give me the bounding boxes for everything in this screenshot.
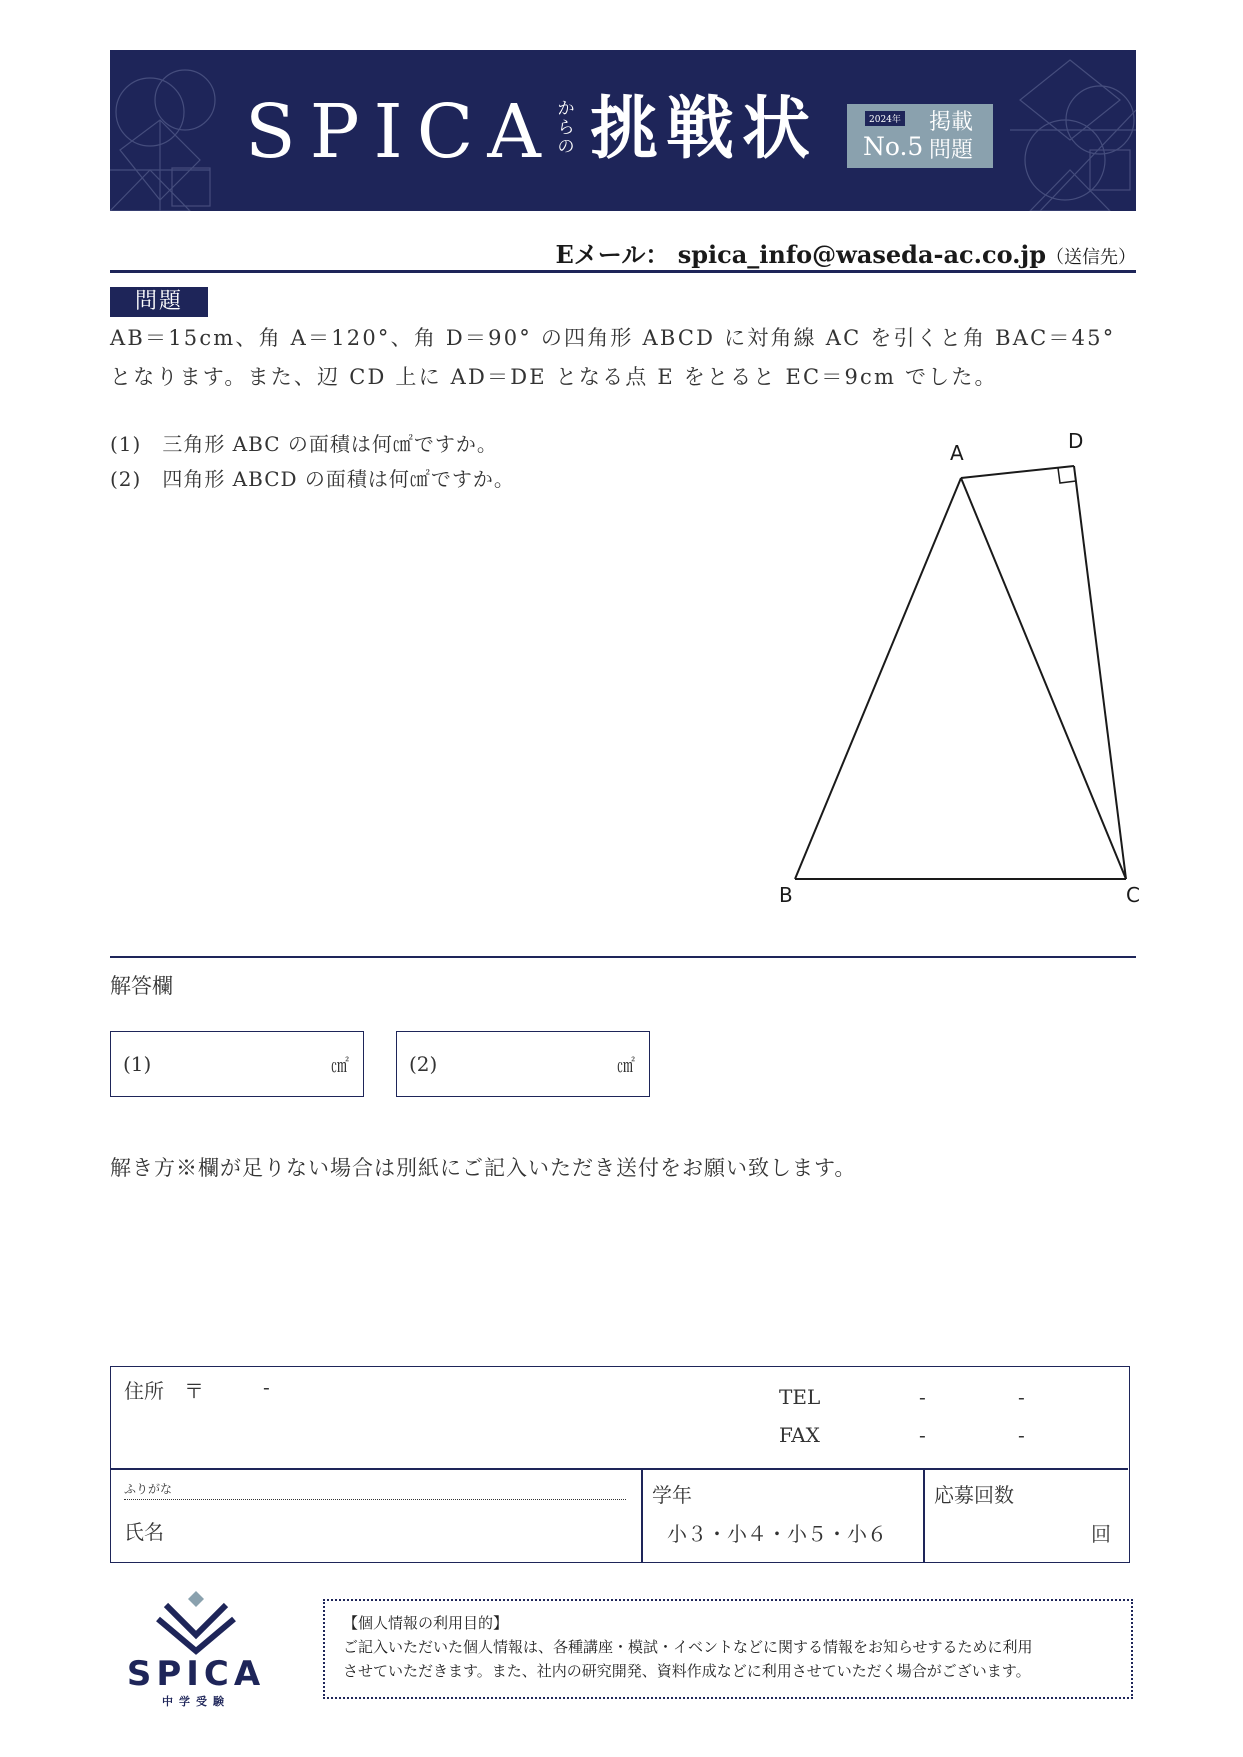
address-label: 住所 〒 [124,1379,204,1403]
header-banner [110,50,1136,211]
label-a: A [950,441,964,465]
privacy-title: 【個人情報の利用目的】 [343,1614,509,1632]
label-b: B [779,883,793,907]
issue-number: No.5 [863,132,924,161]
grade-options[interactable]: 小３・小４・小５・小６ [667,1522,887,1546]
challenge-title: 挑戦状 [590,89,819,169]
spica-logo-mark [110,1585,282,1707]
method-note: 解き方※欄が足りない場合は別紙にご記入いただき送付をお願い致します。 [110,1156,857,1180]
answer-box-2[interactable] [396,1031,650,1097]
email-line [556,235,1136,270]
count-label: 応募回数 [934,1483,1014,1507]
privacy-notice [323,1599,1133,1699]
brand-title: SPICA [245,89,555,175]
email-label: Eメール： [555,240,670,269]
answer-number: (1) [123,1052,152,1076]
tel-label: TEL [779,1385,821,1409]
edge-ab [795,478,961,879]
issue-badge [847,104,993,168]
label-c: C [1126,883,1140,907]
problem-tag: 問題 [110,287,208,317]
quadrilateral-figure [760,420,1160,910]
answer-unit: ㎠ [617,1056,635,1077]
question-1: (1) 三角形 ABC の面積は何㎠ですか。 [110,432,498,456]
kara-no-text: からの [557,99,575,157]
right-angle-mark [1058,468,1076,483]
privacy-line-1: ご記入いただいた個人情報は、各種講座・模試・イベントなどに関する情報をお知らせするために利用 [343,1638,1033,1656]
tel-dash: - [919,1385,926,1409]
logo-subtext: 中学受験 [162,1695,230,1707]
year-label: 2024年 [865,111,905,126]
name-label: 氏名 [124,1520,164,1544]
problem-text-line-1: AB＝15cm、角 A＝120°、角 D＝90° の四角形 ABCD に対角線 AC を引くと角 BAC＝45° [110,326,1116,350]
answer-unit: ㎠ [331,1056,349,1077]
email-suffix: （送信先） [1046,247,1136,268]
grade-label: 学年 [652,1483,692,1507]
edge-da [961,466,1074,478]
label-d: D [1068,429,1084,453]
divider [923,1468,925,1562]
tel-dash: - [1018,1385,1025,1409]
postal-dash: - [263,1375,270,1399]
divider [110,956,1136,958]
fax-dash: - [919,1423,926,1447]
address-field[interactable] [311,1397,731,1457]
fax-dash: - [1018,1423,1025,1447]
email-address[interactable]: spica_info@waseda-ac.co.jp [677,240,1046,269]
applicant-form [110,1366,1130,1563]
question-2: (2) 四角形 ABCD の面積は何㎠ですか。 [110,467,515,491]
issue-label: 掲載問題 [929,110,974,163]
answer-number: (2) [409,1052,438,1076]
logo-text: SPICA [126,1654,266,1694]
furigana-line[interactable] [124,1499,626,1500]
divider [110,270,1136,273]
privacy-line-2: させていただきます。また、社内の研究開発、資料作成などに利用させていただく場合がございます。 [343,1662,1031,1680]
answer-label: 解答欄 [110,974,173,998]
spica-logo [110,1585,282,1707]
divider [111,1468,1128,1470]
divider [641,1468,643,1562]
count-unit: 回 [1091,1522,1111,1546]
problem-text-line-2: となります。また、辺 CD 上に AD＝DE となる点 E をとると EC＝9cm でした。 [110,365,998,389]
answer-box-1[interactable] [110,1031,364,1097]
fax-label: FAX [779,1423,820,1447]
furigana-label: ふりがな [124,1482,173,1496]
